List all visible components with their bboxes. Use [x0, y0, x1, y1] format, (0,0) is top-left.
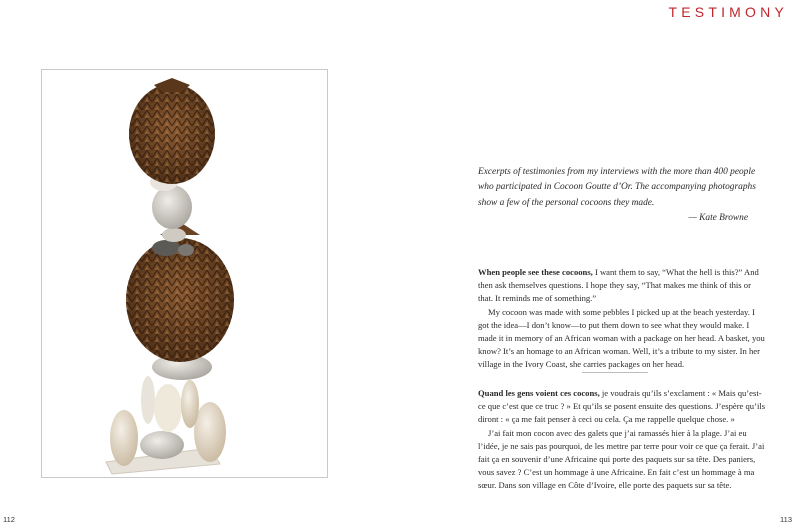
section-title: TESTIMONY — [668, 4, 788, 20]
intro-text — [478, 165, 768, 227]
pinecone-pebble-sculpture-image — [42, 70, 327, 477]
testimony-fr-lead-rest: je voudrais qu’ils s’exclament : « Mais qu’est-ce que c’est que ce truc ? » Et qu’ils se posent ensuite des questions. J’espère qu’ils diront : « ça me fait penser à ceci ou cela. Ça me rappelle quelque chose. » — [478, 388, 766, 425]
testimony-en-lead-rest: I want them to say, “What the hell is this?” And then ask themselves questions. I hope they say, “That makes me think of this or that. It reminds me of something.” — [478, 267, 759, 304]
testimony-en-paragraph-2: My cocoon was made with some pebbles I picked up at the beach yesterday. I got the idea—I don’t know—to put them down to see what they would make. I made it in memory of an African woman with a package on her head. A basket, you know? It’s an homage to an African woman. Well, it’s a tribute to my sister. In her village in the Ivory Coast, she carries packages on her head. — [478, 306, 765, 370]
testimony-fr-paragraph-1 — [478, 387, 768, 427]
testimony-french — [478, 387, 768, 493]
cocoon-photo — [41, 69, 328, 478]
section-divider — [582, 372, 648, 373]
intro-author: — Kate Browne — [688, 213, 748, 224]
page-number-right: 113 — [780, 515, 792, 524]
testimony-fr-paragraph-2: J’ai fait mon cocon avec des galets que j’ai ramassés hier à la plage. J’ai eu l’idée, je ne sais pas pourquoi, de les mettre par terre pour voir ce que ça ferait. J’ai fait ça en souvenir d’une Africaine qui porte des paquets sur sa tête. Des paniers, vous savez ? C’est un hommage à une Africaine. En fait c’est un hommage à ma sœur. Dans son village en Côte d’Ivoire, elle porte des paquets sur sa tête. — [478, 427, 765, 491]
page-number-left: 112 — [3, 515, 15, 524]
testimony-english — [478, 266, 768, 372]
testimony-en-paragraph-1 — [478, 266, 768, 306]
intro-paragraph: Excerpts of testimonies from my interviews with the more than 400 people who participated in Cocoon Goutte d’Or. The accompanying photographs show a few of the personal cocoons they made. — [478, 167, 756, 208]
testimony-fr-lead: Quand les gens voient ces cocons, — [478, 388, 600, 398]
testimony-en-lead: When people see these cocoons, — [478, 267, 593, 277]
